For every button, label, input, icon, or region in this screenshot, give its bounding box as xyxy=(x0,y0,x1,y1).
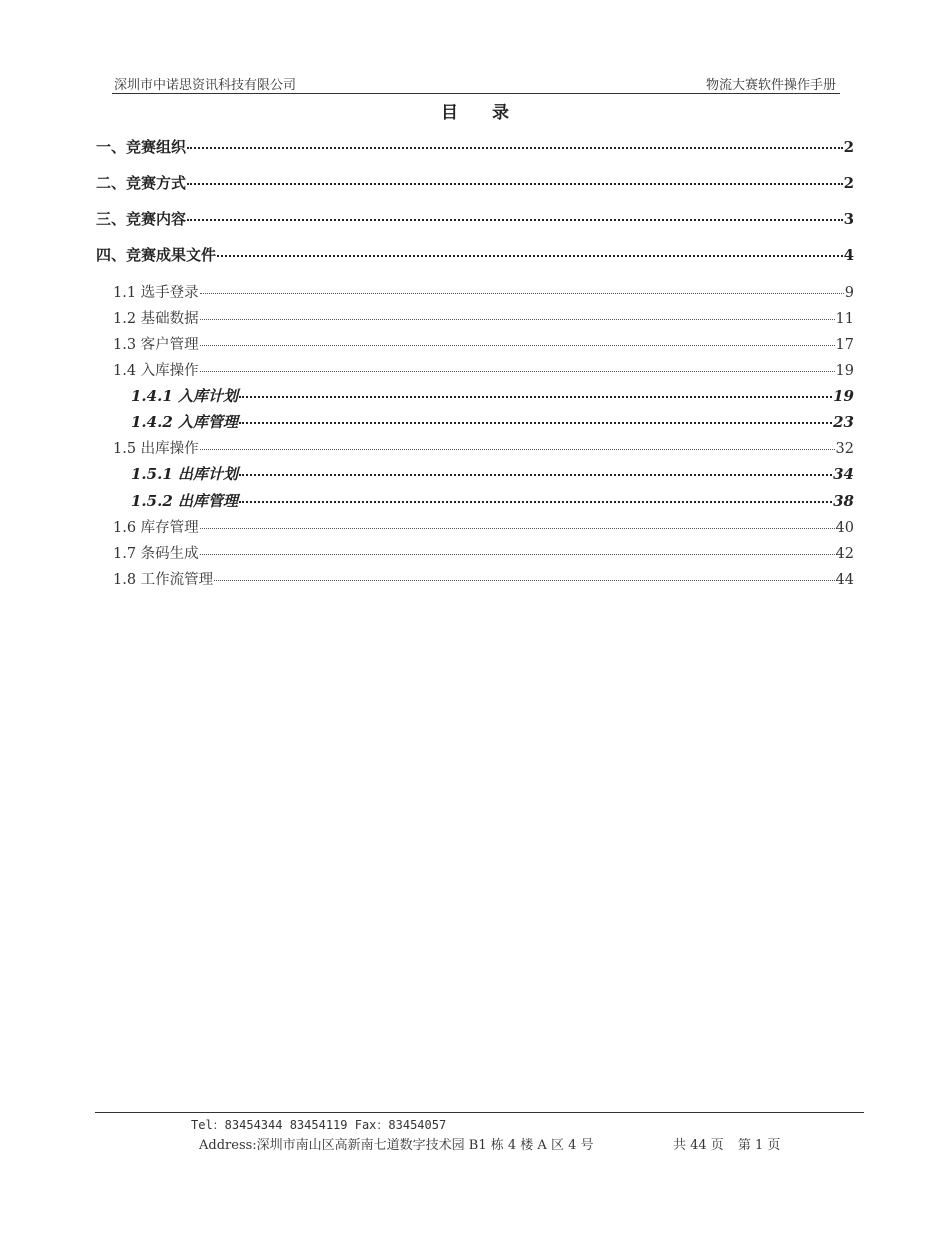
toc-leader xyxy=(239,499,832,503)
footer-current-page: 第 1 页 xyxy=(737,1138,781,1153)
toc-entry-label: 1.4.2 入库管理 xyxy=(131,413,238,431)
toc-title: 目 录 xyxy=(441,103,523,123)
toc-entry-page: 38 xyxy=(833,492,854,510)
footer-address: Address:深圳市南山区高新南七道数字技术园 B1 栋 4 楼 A 区 4 号 xyxy=(199,1138,594,1153)
toc-entry-competition-organization[interactable] xyxy=(96,136,854,157)
toc-entry-label: 四、竞赛成果文件 xyxy=(96,246,217,264)
toc-entry-1-7[interactable] xyxy=(113,542,854,563)
toc-entry-page: 19 xyxy=(835,363,854,379)
toc-leader xyxy=(217,253,843,257)
toc-entry-label: 1.3 客户管理 xyxy=(113,337,199,353)
toc-entry-1-8[interactable] xyxy=(113,568,854,589)
toc-entry-label: 1.7 条码生成 xyxy=(113,546,199,562)
toc-entry-label: 1.8 工作流管理 xyxy=(113,572,214,588)
toc-entry-label: 1.5.1 出库计划 xyxy=(131,465,238,483)
toc-entry-page: 23 xyxy=(833,413,854,431)
toc-entry-1-5-2[interactable] xyxy=(131,490,854,511)
toc-entry-page: 17 xyxy=(835,337,854,353)
footer-total-pages: 共 44 页 xyxy=(673,1138,724,1153)
toc-entry-label: 1.4.1 入库计划 xyxy=(131,387,238,405)
toc-entry-page: 44 xyxy=(835,572,854,588)
toc-entry-page: 34 xyxy=(833,465,854,483)
footer-divider xyxy=(95,1112,864,1113)
toc-entry-1-5-1[interactable] xyxy=(131,463,854,484)
toc-entry-label: 1.5.2 出库管理 xyxy=(131,492,238,510)
toc-entry-label: 1.2 基础数据 xyxy=(113,311,199,327)
header-company: 深圳市中诺思资讯科技有限公司 xyxy=(114,78,297,93)
toc-leader xyxy=(200,343,835,346)
toc-entry-1-1[interactable] xyxy=(113,281,854,302)
toc-entry-label: 1.6 库存管理 xyxy=(113,520,199,536)
toc-entry-page: 32 xyxy=(835,441,854,457)
toc-leader xyxy=(239,394,832,398)
toc-leader xyxy=(200,552,835,555)
toc-entry-page: 4 xyxy=(843,246,854,264)
toc-entry-label: 1.4 入库操作 xyxy=(113,363,199,379)
toc-entry-1-5[interactable] xyxy=(113,437,854,458)
toc-leader xyxy=(200,291,844,294)
toc-leader xyxy=(187,145,843,149)
toc-entry-1-3[interactable] xyxy=(113,333,854,354)
toc-entry-competition-content[interactable] xyxy=(96,208,854,229)
toc-leader xyxy=(200,369,835,372)
toc-entry-page: 2 xyxy=(843,174,854,192)
toc-entry-page: 42 xyxy=(835,546,854,562)
toc-entry-page: 9 xyxy=(844,285,854,301)
toc-entry-1-4-1[interactable] xyxy=(131,385,854,406)
toc-leader xyxy=(214,578,834,581)
toc-entry-1-2[interactable] xyxy=(113,307,854,328)
toc-entry-label: 二、竞赛方式 xyxy=(96,174,187,192)
toc-entry-page: 11 xyxy=(835,311,854,327)
toc-entry-1-4-2[interactable] xyxy=(131,411,854,432)
toc-leader xyxy=(239,420,832,424)
header-manual-title: 物流大赛软件操作手册 xyxy=(705,78,836,93)
toc-entry-competition-results[interactable] xyxy=(96,244,854,265)
toc-leader xyxy=(200,447,835,450)
toc-entry-label: 1.5 出库操作 xyxy=(113,441,199,457)
toc-entry-competition-format[interactable] xyxy=(96,172,854,193)
toc-entry-page: 3 xyxy=(843,210,854,228)
page-header xyxy=(112,72,840,94)
footer-page-count xyxy=(673,1134,780,1153)
toc-entry-label: 三、竞赛内容 xyxy=(96,210,187,228)
toc-leader xyxy=(200,317,835,320)
footer-tel-fax: Tel：83454344 83454119 Fax：83454057 xyxy=(191,1118,447,1132)
toc-entry-page: 19 xyxy=(833,387,854,405)
toc-entry-label: 1.1 选手登录 xyxy=(113,285,199,301)
toc-entry-1-4[interactable] xyxy=(113,359,854,380)
toc-entry-label: 一、竞赛组织 xyxy=(96,138,187,156)
toc-leader xyxy=(187,181,843,185)
toc-leader xyxy=(187,217,843,221)
toc-entry-page: 40 xyxy=(835,520,854,536)
toc-leader xyxy=(200,526,835,529)
toc-leader xyxy=(239,472,832,476)
toc-entry-page: 2 xyxy=(843,138,854,156)
toc-entry-1-6[interactable] xyxy=(113,516,854,537)
